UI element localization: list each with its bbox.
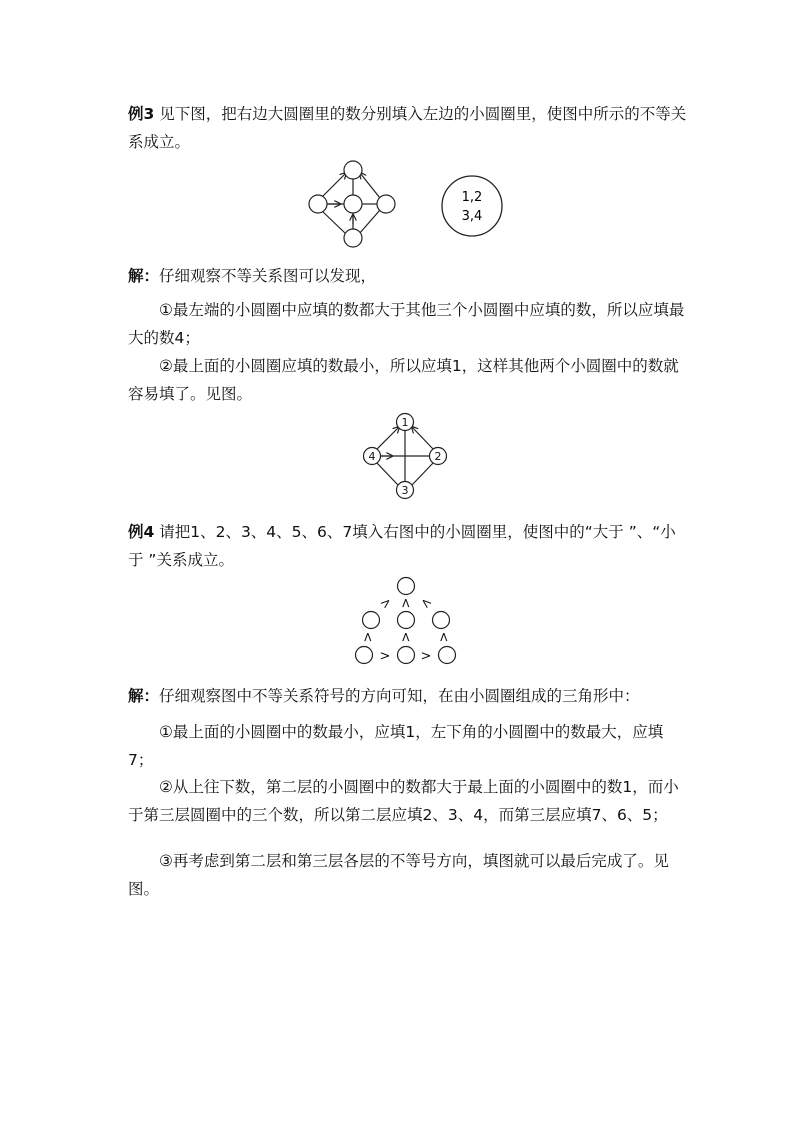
edge-arrow <box>359 210 380 234</box>
example4-label: 例4 <box>128 523 155 541</box>
node-circle <box>398 612 415 629</box>
pool-line1: 1,2 <box>461 190 483 205</box>
answer-top: 1 <box>401 416 409 429</box>
solution4-point1: ①最上面的小圆圈中的数最小，应填1，左下角的小圆圈中的数最大，应填7； <box>128 723 664 769</box>
symbol-top-mid: > <box>399 597 414 609</box>
solution3-point1: ①最左端的小圆圈中应填的数都大于其他三个小圆圈中应填的数，所以应填最大的数4； <box>128 301 685 347</box>
edge-arrow <box>412 427 434 450</box>
edge-arrow <box>321 173 346 198</box>
example3-text: 见下图，把右边大圆圈里的数分别填入左边的小圆圈里，使图中所示的不等关系成立。 <box>128 105 687 151</box>
node-circle <box>377 195 395 213</box>
answer-left: 4 <box>368 450 376 463</box>
node-circle <box>433 612 450 629</box>
node-circle <box>356 647 373 664</box>
solution3-point2: ②最上面的小圆圈应填的数最小，所以应填1，这样其他两个小圆圈中的数就容易填了。见图。 <box>128 357 679 403</box>
solution4-point2: ②从上往下数，第二层的小圆圈中的数都大于最上面的小圆圈中的数1，而小于第三层圆圈中的三个数，所以第二层应填2、3、4，而第三层应填7、6、5； <box>128 778 679 824</box>
node-circle <box>363 612 380 629</box>
number-pool-circle <box>440 174 504 238</box>
example4-paragraph <box>128 518 688 574</box>
solution4-label: 解： <box>128 687 160 705</box>
symbol-row2-mid: > <box>399 631 414 643</box>
edge-arrow <box>412 462 434 485</box>
node-circle <box>344 161 362 179</box>
solution4-point3: ③再考虑到第二层和第三层各层的不等号方向，填图就可以最后完成了。见图。 <box>128 852 669 898</box>
edge <box>321 210 346 234</box>
example4-text: 请把1、2、3、4、5、6、7填入右图中的小圆圈里，使图中的“大于 ”、“小于 ”关系成立。 <box>128 523 676 569</box>
symbol-row2-right: > <box>437 631 452 643</box>
node-circle <box>344 229 362 247</box>
example3-diagram <box>300 158 410 250</box>
symbol-top-right: < <box>416 594 435 613</box>
solution3-answer-diagram <box>358 412 454 500</box>
edge-arrow <box>376 427 399 450</box>
node-circle <box>309 195 327 213</box>
answer-bottom: 3 <box>401 484 409 497</box>
edge-arrow <box>360 173 380 198</box>
solution3-label: 解： <box>128 267 160 285</box>
example4-triangle-diagram <box>354 574 464 666</box>
symbol-top-left: > <box>377 594 396 613</box>
node-circle <box>439 647 456 664</box>
symbol-row3-left: > <box>379 649 391 664</box>
solution3-text: 仔细观察不等关系图可以发现， <box>159 267 377 285</box>
symbol-row2-left: > <box>361 631 376 643</box>
example3-paragraph <box>128 100 688 156</box>
solution3-intro <box>128 262 688 290</box>
solution4-text: 仔细观察图中不等关系符号的方向可知，在由小圆圈组成的三角形中： <box>159 687 640 705</box>
example3-label: 例3 <box>128 105 155 123</box>
node-circle <box>344 195 362 213</box>
symbol-row3-right: > <box>420 649 432 664</box>
node-circle <box>398 647 415 664</box>
pool-line2: 3,4 <box>461 209 483 224</box>
solution4-intro <box>128 682 688 710</box>
node-circle <box>398 578 415 595</box>
edge <box>376 462 398 485</box>
answer-right: 2 <box>434 450 442 463</box>
